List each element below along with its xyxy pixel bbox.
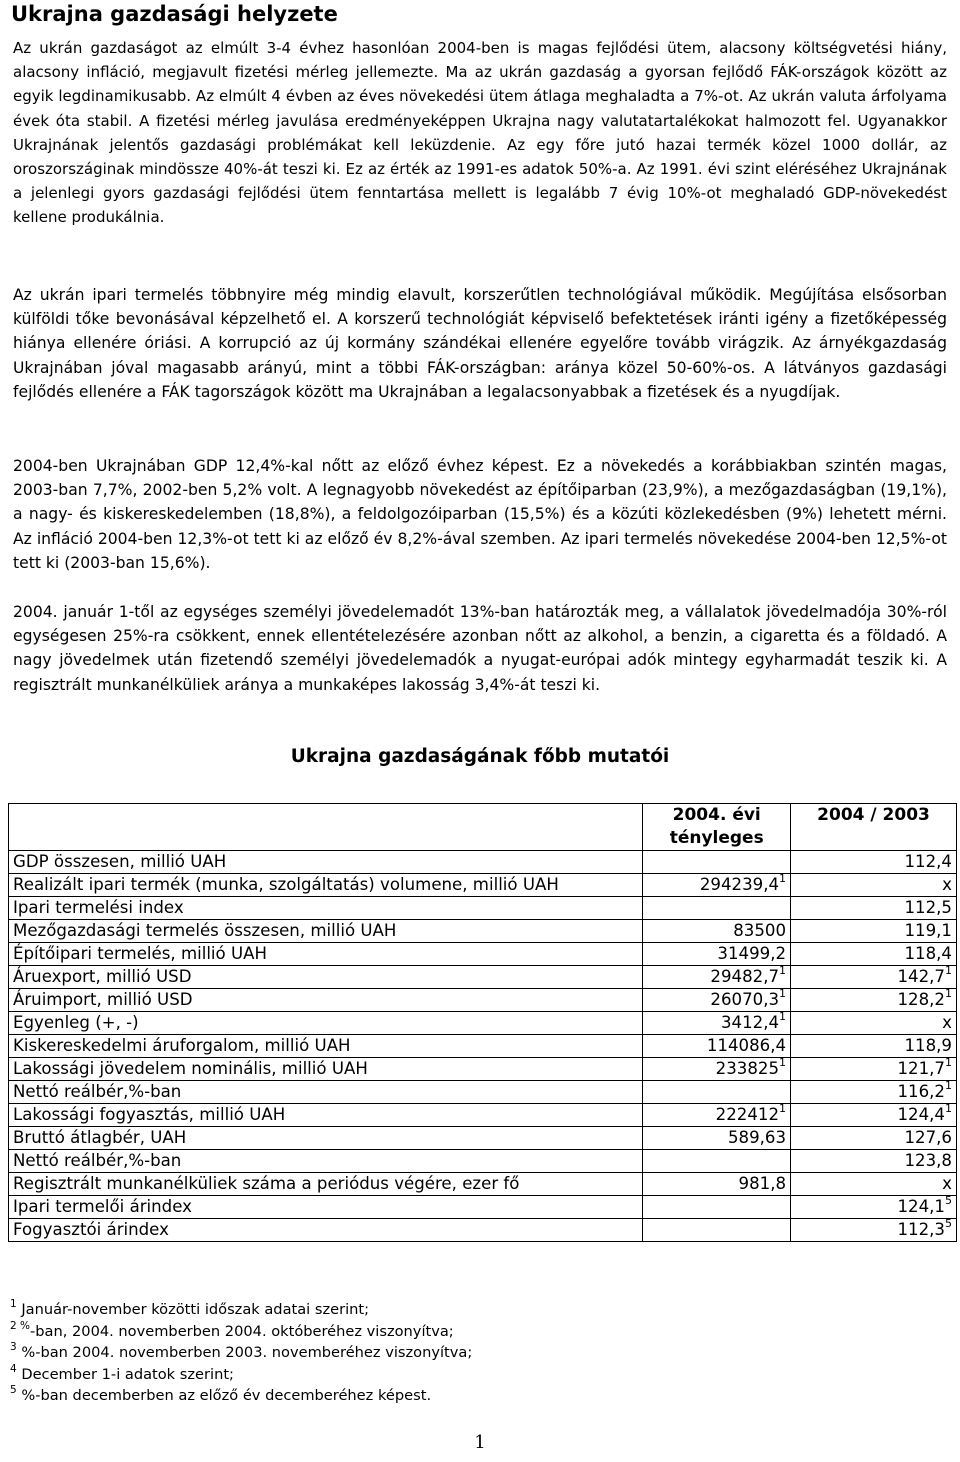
value-2004 <box>643 1150 791 1173</box>
footnote-text: Január-november közötti időszak adatai szerint; <box>16 1301 370 1318</box>
value-ratio <box>791 1035 957 1058</box>
table-row <box>9 897 957 920</box>
value-2004 <box>643 851 791 874</box>
value-ratio-text: 116,2 <box>897 1082 945 1101</box>
value-2004 <box>643 1035 791 1058</box>
row-label: Fogyasztói árindex <box>9 1219 643 1242</box>
value-2004-text: 233825 <box>715 1059 780 1078</box>
value-ratio <box>791 1219 957 1242</box>
row-label: Nettó reálbér,%-ban <box>9 1081 643 1104</box>
value-2004 <box>643 1081 791 1104</box>
footnote-mark: 3 <box>10 1341 17 1354</box>
footnote-ref: 5 <box>945 1217 952 1231</box>
table-row <box>9 989 957 1012</box>
paragraph-2: Az ukrán ipari termelés többnyire még mindig elavult, korszerűtlen technológiával működik. Megújítása elsősorban külföldi tőke bevonásával képzelhető el. A korszerű technológiát képviselő befektetések iránti igény a fizetőképesség hiánya ellenére óriási. A korrupció az új kormány szándékai ellenére egyelőre tovább virágzik. Az árnyékgazdaság Ukrajnában jóval magasabb arányú, mint a többi FÁK-országban: aránya közel 50-60%-os. A látványos gazdasági fejlődés ellenére a FÁK tagországok között ma Ukrajnában a legalacsonyabbak a fizetések és a nyugdíjak. <box>13 286 947 401</box>
table-row <box>9 1196 957 1219</box>
value-2004-text: 26070,3 <box>710 990 780 1009</box>
footnote <box>10 1364 472 1386</box>
table-row <box>9 1081 957 1104</box>
paragraph-1: Az ukrán gazdaságot az elmúlt 3-4 évhez hasonlóan 2004-ben is magas fejlődési ütem, alacsony költségvetési hiány, alacsony infláció, megjavult fizetési mérleg jellemezte. Ma az ukrán gazdaság a gyorsan fejlődő FÁK-országok között az egyik legdinamikusabb. Az elmúlt 4 évben az éves növekedési ütem átlaga meghaladta a 7%-ot. Az ukrán valuta árfolyama évek óta stabil. A fizetési mérleg javulása eredményeképpen Ukrajna nagy valutatartalékokat halmozott fel. Ugyanakkor Ukrajnának jelentős gazdasági problémákat kell leküzdenie. Az egy főre jutó hazai termék közel 1000 dollár, az oroszországinak mindössze 40%-át teszi ki. Ez az érték az 1991-es adatok 50%-a. Az 1991. évi szint eléréséhez Ukrajnának a jelenlegi gyors gazdasági fejlődési ütem fenntartása mellett is legalább 7 évig 10%-ot meghaladó GDP-növekedést kellene produkálnia. <box>13 39 947 227</box>
value-ratio-text: 118,9 <box>904 1036 952 1055</box>
value-ratio-text: 124,4 <box>897 1105 945 1124</box>
row-label: Áruexport, millió USD <box>9 966 643 989</box>
header-cell-2004: 2004. évi tényleges <box>643 804 791 851</box>
value-2004-text: 83500 <box>733 921 787 940</box>
row-label: Lakossági jövedelem nominális, millió UAH <box>9 1058 643 1081</box>
footnotes <box>10 1299 472 1407</box>
value-ratio <box>791 851 957 874</box>
value-2004 <box>643 966 791 989</box>
value-ratio-text: 124,1 <box>897 1197 945 1216</box>
value-2004 <box>643 1219 791 1242</box>
row-label: GDP összesen, millió UAH <box>9 851 643 874</box>
value-ratio <box>791 1104 957 1127</box>
footnote-ref: 1 <box>779 964 787 978</box>
value-ratio <box>791 1173 957 1196</box>
value-2004 <box>643 920 791 943</box>
footnote <box>10 1299 472 1321</box>
value-2004 <box>643 1196 791 1219</box>
footnote-ref: 1 <box>779 987 787 1001</box>
footnote-ref: 1 <box>779 1056 787 1070</box>
page-number: 1 <box>474 1432 486 1453</box>
value-ratio-text: 119,1 <box>904 921 952 940</box>
row-label: Mezőgazdasági termelés összesen, millió UAH <box>9 920 643 943</box>
table-row <box>9 874 957 897</box>
value-ratio-text: 121,7 <box>897 1059 945 1078</box>
footnote-ref: 1 <box>779 872 787 886</box>
footnote-ref: 5 <box>945 1194 952 1208</box>
value-2004 <box>643 897 791 920</box>
value-2004-text: 589,63 <box>727 1128 787 1147</box>
row-label: Lakossági fogyasztás, millió UAH <box>9 1104 643 1127</box>
header-cell-ratio: 2004 / 2003 <box>791 804 957 851</box>
value-ratio-text: 112,3 <box>897 1220 945 1239</box>
value-2004 <box>643 1173 791 1196</box>
value-ratio <box>791 874 957 897</box>
footnote-mark: 4 <box>10 1362 17 1375</box>
footnote-ref: 1 <box>945 1079 952 1093</box>
footnote-text: %-ban decemberben az előző év decemberéhez képest. <box>16 1387 432 1404</box>
footnote-text: %-ban 2004. novemberben 2003. novemberéhez viszonyítva; <box>16 1344 473 1361</box>
row-label: Egyenleg (+, -) <box>9 1012 643 1035</box>
footnote-ref: 1 <box>779 1102 787 1116</box>
value-ratio <box>791 1150 957 1173</box>
value-ratio <box>791 1012 957 1035</box>
value-2004 <box>643 1127 791 1150</box>
value-2004 <box>643 874 791 897</box>
table-header-row <box>9 804 957 851</box>
table-row <box>9 1035 957 1058</box>
table-row <box>9 1150 957 1173</box>
table-row <box>9 1104 957 1127</box>
value-ratio-text: x <box>942 1013 952 1032</box>
value-ratio <box>791 920 957 943</box>
table-row <box>9 1012 957 1035</box>
value-ratio-text: x <box>942 875 952 894</box>
value-2004-text: 294239,4 <box>699 875 780 894</box>
footnote-ref: 1 <box>945 1056 952 1070</box>
paragraph-4: 2004. január 1-től az egységes személyi jövedelemadót 13%-ban határozták meg, a vállalatok jövedelmadója 30%-ról egységesen 25%-ra csökkent, ennek ellentételezésére azonban nőtt az alkohol, a benzin, a cigaretta és a földadó. A nagy jövedelmek után fizetendő személyi jövedelemadók a nyugat-európai adók mintegy egyharmadát teszik ki. A regisztrált munkanélküliek aránya a munkaképes lakosság 3,4%-át teszi ki. <box>13 603 947 694</box>
value-2004 <box>643 989 791 1012</box>
value-2004 <box>643 1104 791 1127</box>
value-ratio-text: 123,8 <box>904 1151 952 1170</box>
value-ratio-text: 127,6 <box>904 1128 952 1147</box>
footnote-text: -ban, 2004. novemberben 2004. októberéhez viszonyítva; <box>30 1322 454 1340</box>
value-ratio <box>791 1081 957 1104</box>
row-label: Realizált ipari termék (munka, szolgáltatás) volumene, millió UAH <box>9 874 643 897</box>
value-2004 <box>643 1058 791 1081</box>
value-ratio <box>791 966 957 989</box>
footnote-ref: 1 <box>945 1102 952 1116</box>
table-row <box>9 851 957 874</box>
value-2004-text: 31499,2 <box>717 944 787 963</box>
row-label: Áruimport, millió USD <box>9 989 643 1012</box>
row-label: Regisztrált munkanélküliek száma a periódus végére, ezer fő <box>9 1173 643 1196</box>
value-ratio-text: 112,5 <box>904 898 952 917</box>
table-row <box>9 966 957 989</box>
footnote <box>10 1342 472 1364</box>
value-2004-text: 3412,4 <box>720 1013 780 1032</box>
table-row <box>9 1173 957 1196</box>
indicators-table <box>8 803 957 1242</box>
footnote-mark: 1 <box>10 1298 17 1311</box>
row-label: Építőipari termelés, millió UAH <box>9 943 643 966</box>
value-2004 <box>643 1012 791 1035</box>
value-2004-text: 222412 <box>715 1105 780 1124</box>
footnote <box>10 1385 472 1407</box>
footnote-ref: 1 <box>945 964 952 978</box>
footnote-mark: 5 <box>10 1384 17 1397</box>
value-ratio <box>791 989 957 1012</box>
value-ratio-text: x <box>942 1174 952 1193</box>
header-cell-label <box>9 804 643 851</box>
footnote-ref: 1 <box>779 1010 787 1024</box>
value-ratio <box>791 1127 957 1150</box>
value-2004 <box>643 943 791 966</box>
table-row <box>9 943 957 966</box>
footnote-text: December 1-i adatok szerint; <box>16 1365 234 1383</box>
page-title: Ukrajna gazdasági helyzete <box>11 2 338 26</box>
value-2004-text: 981,8 <box>738 1174 787 1193</box>
value-ratio <box>791 1058 957 1081</box>
paragraph-3: 2004-ben Ukrajnában GDP 12,4%-kal nőtt az előző évhez képest. Ez a növekedés a korábbiakban szintén magas, 2003-ban 7,7%, 2002-ben 5,2% volt. A legnagyobb növekedést az építőiparban (23,9%), a mezőgazdaságban (19,1%), a nagy- és kiskereskedelemben (18,8%), a feldolgozóiparban (15,5%) és a közúti közlekedésben (9%) lehetett mérni. Az infláció 2004-ben 12,3%-ot tett ki az előző év 8,2%-ával szemben. Az ipari termelés növekedése 2004-ben 12,5%-ot tett ki (2003-ban 15,6%). <box>13 457 947 572</box>
row-label: Bruttó átlagbér, UAH <box>9 1127 643 1150</box>
footnote-ref: 1 <box>945 987 952 1001</box>
value-ratio <box>791 897 957 920</box>
table-title: Ukrajna gazdaságának főbb mutatói <box>290 746 670 767</box>
row-label: Nettó reálbér,%-ban <box>9 1150 643 1173</box>
footnote-mark: 2 % <box>10 1319 30 1332</box>
value-ratio-text: 128,2 <box>897 990 945 1009</box>
table-row <box>9 1127 957 1150</box>
value-ratio-text: 142,7 <box>897 967 945 986</box>
table-row <box>9 1219 957 1242</box>
table-row <box>9 1058 957 1081</box>
row-label: Ipari termelési index <box>9 897 643 920</box>
value-ratio <box>791 1196 957 1219</box>
row-label: Ipari termelői árindex <box>9 1196 643 1219</box>
footnote <box>10 1321 472 1343</box>
table-row <box>9 920 957 943</box>
value-ratio-text: 112,4 <box>904 852 952 871</box>
row-label: Kiskereskedelmi áruforgalom, millió UAH <box>9 1035 643 1058</box>
value-2004-text: 29482,7 <box>710 967 780 986</box>
value-ratio-text: 118,4 <box>904 944 952 963</box>
value-2004-text: 114086,4 <box>706 1036 787 1055</box>
value-ratio <box>791 943 957 966</box>
